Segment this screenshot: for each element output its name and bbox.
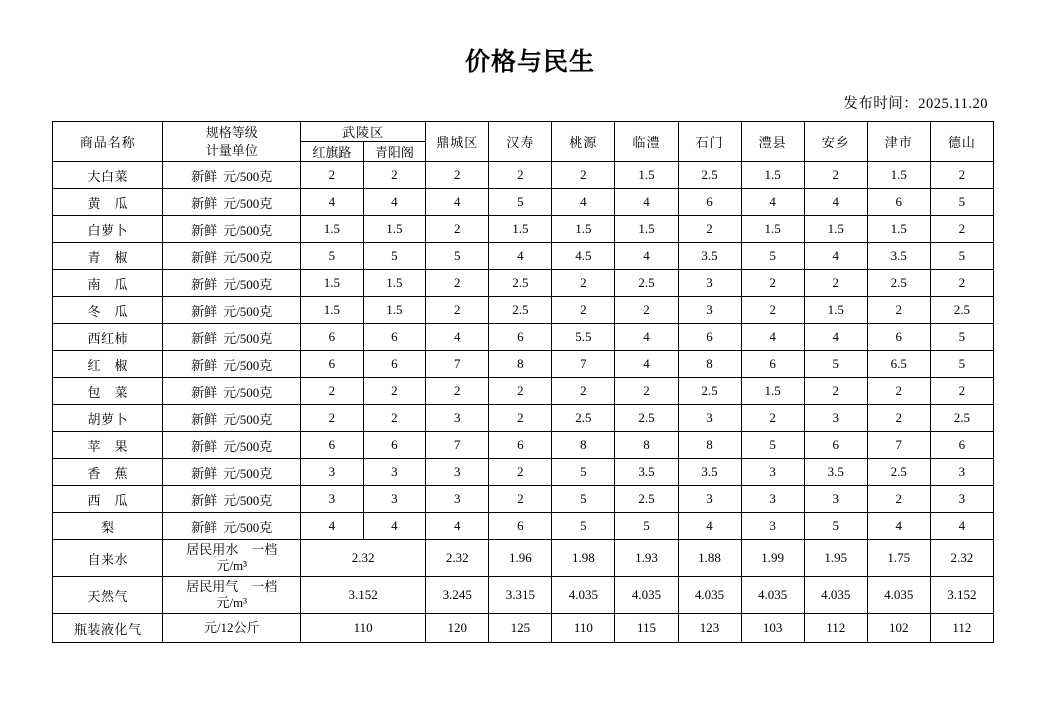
cell-price: 125 xyxy=(489,614,552,643)
cell-price: 3 xyxy=(804,486,867,513)
cell-price: 102 xyxy=(867,614,930,643)
cell-price: 2 xyxy=(426,297,489,324)
price-table-container xyxy=(0,121,1060,643)
cell-price: 6 xyxy=(301,351,364,378)
cell-price: 5 xyxy=(930,189,993,216)
cell-price: 4.035 xyxy=(867,577,930,614)
cell-price: 1.5 xyxy=(615,216,678,243)
table-row xyxy=(53,162,994,189)
cell-product-name: 红 椒 xyxy=(53,351,163,378)
cell-price: 3 xyxy=(741,513,804,540)
cell-spec-grade: 新鲜 xyxy=(191,438,218,454)
cell-price: 2.32 xyxy=(426,540,489,577)
cell-price: 2 xyxy=(426,216,489,243)
cell-price: 1.5 xyxy=(804,216,867,243)
cell-price: 6.5 xyxy=(867,351,930,378)
cell-price: 1.5 xyxy=(363,270,426,297)
cell-price: 2 xyxy=(301,405,364,432)
publish-time-value: 2025.11.20 xyxy=(918,96,988,112)
cell-spec-unit xyxy=(163,378,301,405)
cell-price: 3.5 xyxy=(678,243,741,270)
cell-price: 1.93 xyxy=(615,540,678,577)
cell-price: 1.5 xyxy=(301,216,364,243)
cell-price: 2 xyxy=(552,297,615,324)
cell-price: 4 xyxy=(930,513,993,540)
cell-price: 7 xyxy=(426,432,489,459)
cell-price: 1.98 xyxy=(552,540,615,577)
cell-price: 5 xyxy=(615,513,678,540)
cell-spec-unit xyxy=(163,189,301,216)
cell-price: 8 xyxy=(552,432,615,459)
cell-price: 2 xyxy=(426,378,489,405)
cell-price: 2 xyxy=(741,405,804,432)
table-row xyxy=(53,577,994,614)
cell-price: 1.75 xyxy=(867,540,930,577)
cell-price: 2.5 xyxy=(489,270,552,297)
cell-price: 3 xyxy=(301,459,364,486)
cell-product-name: 自来水 xyxy=(53,540,163,577)
cell-price: 6 xyxy=(301,432,364,459)
cell-price: 2 xyxy=(489,459,552,486)
cell-spec-line2: 元/m³ xyxy=(216,558,248,573)
cell-price: 5 xyxy=(363,243,426,270)
cell-price: 3 xyxy=(426,405,489,432)
cell-product-name: 白萝卜 xyxy=(53,216,163,243)
cell-price: 5 xyxy=(489,189,552,216)
cell-price: 5 xyxy=(552,486,615,513)
cell-price: 1.5 xyxy=(301,270,364,297)
cell-price: 5 xyxy=(552,513,615,540)
cell-product-name: 瓶装液化气 xyxy=(53,614,163,643)
cell-price: 6 xyxy=(804,432,867,459)
cell-spec-unit xyxy=(163,614,301,643)
cell-price: 103 xyxy=(741,614,804,643)
cell-price: 4 xyxy=(301,513,364,540)
cell-price: 4 xyxy=(363,513,426,540)
header-city-0: 鼎城区 xyxy=(426,122,489,162)
cell-spec-line1: 居民用水 一档 xyxy=(186,541,278,557)
cell-price: 2 xyxy=(867,405,930,432)
cell-price: 5 xyxy=(930,243,993,270)
cell-spec-grade: 新鲜 xyxy=(191,357,218,373)
cell-price: 5 xyxy=(930,324,993,351)
cell-price: 2 xyxy=(363,405,426,432)
header-city-1: 汉寿 xyxy=(489,122,552,162)
cell-price: 2 xyxy=(741,297,804,324)
table-row xyxy=(53,378,994,405)
cell-price: 8 xyxy=(678,432,741,459)
cell-price: 4.035 xyxy=(552,577,615,614)
header-wuling-sub-0: 红旗路 xyxy=(301,142,364,162)
cell-price: 3 xyxy=(363,486,426,513)
cell-price: 5 xyxy=(741,243,804,270)
cell-spec-measure: 元/500克 xyxy=(223,168,273,184)
cell-price: 2 xyxy=(426,162,489,189)
header-city-8: 德山 xyxy=(930,122,993,162)
cell-price: 2 xyxy=(930,162,993,189)
cell-product-name: 包 菜 xyxy=(53,378,163,405)
cell-spec-grade: 新鲜 xyxy=(191,330,218,346)
cell-price: 120 xyxy=(426,614,489,643)
cell-price: 7 xyxy=(552,351,615,378)
table-row xyxy=(53,351,994,378)
cell-price: 6 xyxy=(867,324,930,351)
cell-price: 2 xyxy=(867,378,930,405)
cell-product-name: 大白菜 xyxy=(53,162,163,189)
cell-price: 3 xyxy=(930,486,993,513)
cell-spec-measure: 元/500克 xyxy=(223,195,273,211)
cell-price: 4.035 xyxy=(615,577,678,614)
cell-price: 3 xyxy=(301,486,364,513)
cell-price: 1.5 xyxy=(363,297,426,324)
table-row xyxy=(53,189,994,216)
cell-price: 3.315 xyxy=(489,577,552,614)
cell-spec-grade: 新鲜 xyxy=(191,195,218,211)
cell-price: 7 xyxy=(426,351,489,378)
cell-price: 1.5 xyxy=(867,162,930,189)
cell-spec-unit xyxy=(163,540,301,577)
table-row xyxy=(53,459,994,486)
cell-price: 2.5 xyxy=(678,162,741,189)
cell-price: 1.95 xyxy=(804,540,867,577)
cell-spec-measure: 元/500克 xyxy=(223,303,273,319)
cell-price: 2 xyxy=(930,378,993,405)
price-table-body xyxy=(53,162,994,643)
cell-price: 8 xyxy=(489,351,552,378)
cell-product-name: 西 瓜 xyxy=(53,486,163,513)
page-title: 价格与民生 xyxy=(464,49,595,76)
cell-price: 5 xyxy=(804,351,867,378)
cell-spec-measure: 元/500克 xyxy=(223,465,273,481)
table-row xyxy=(53,486,994,513)
cell-price: 123 xyxy=(678,614,741,643)
cell-price: 4 xyxy=(552,189,615,216)
cell-product-name: 香 蕉 xyxy=(53,459,163,486)
cell-price: 1.5 xyxy=(489,216,552,243)
cell-price: 1.5 xyxy=(867,216,930,243)
cell-price: 6 xyxy=(489,324,552,351)
cell-price: 2 xyxy=(426,270,489,297)
cell-product-name: 胡萝卜 xyxy=(53,405,163,432)
cell-spec-unit xyxy=(163,486,301,513)
table-row xyxy=(53,216,994,243)
cell-spec-measure: 元/500克 xyxy=(223,222,273,238)
cell-price: 4 xyxy=(615,189,678,216)
cell-price: 1.5 xyxy=(741,378,804,405)
cell-price-wuling-merged: 3.152 xyxy=(301,577,426,614)
cell-spec-line1: 居民用气 一档 xyxy=(186,578,278,594)
cell-spec-unit xyxy=(163,216,301,243)
cell-price: 2.5 xyxy=(615,405,678,432)
cell-price: 2 xyxy=(489,378,552,405)
cell-price: 2.5 xyxy=(489,297,552,324)
cell-price: 5 xyxy=(804,513,867,540)
cell-price: 2.5 xyxy=(930,297,993,324)
cell-product-name: 黄 瓜 xyxy=(53,189,163,216)
cell-price: 3 xyxy=(678,270,741,297)
header-wuling-district: 武陵区 xyxy=(301,122,426,142)
table-row xyxy=(53,297,994,324)
cell-price: 4 xyxy=(426,189,489,216)
cell-price: 4 xyxy=(678,513,741,540)
cell-price: 4.035 xyxy=(804,577,867,614)
cell-price: 1.5 xyxy=(741,216,804,243)
cell-price: 3 xyxy=(678,297,741,324)
cell-spec-grade: 新鲜 xyxy=(191,222,218,238)
header-city-4: 石门 xyxy=(678,122,741,162)
cell-price: 2 xyxy=(489,486,552,513)
cell-spec-grade: 新鲜 xyxy=(191,519,218,535)
cell-product-name: 南 瓜 xyxy=(53,270,163,297)
cell-spec-unit xyxy=(163,577,301,614)
cell-spec-unit xyxy=(163,324,301,351)
table-row xyxy=(53,614,994,643)
cell-price: 2 xyxy=(552,162,615,189)
header-spec-line1: 规格等级 xyxy=(205,124,258,140)
cell-price: 3 xyxy=(678,405,741,432)
cell-price-wuling-merged: 2.32 xyxy=(301,540,426,577)
cell-price: 1.5 xyxy=(804,297,867,324)
cell-price: 5 xyxy=(741,432,804,459)
header-city-5: 澧县 xyxy=(741,122,804,162)
cell-price: 2.5 xyxy=(552,405,615,432)
cell-price: 2 xyxy=(615,297,678,324)
cell-price: 2 xyxy=(867,486,930,513)
cell-price: 4 xyxy=(301,189,364,216)
cell-price: 2 xyxy=(363,162,426,189)
cell-spec-grade: 新鲜 xyxy=(191,276,218,292)
cell-spec-measure: 元/500克 xyxy=(223,411,273,427)
cell-price: 2.5 xyxy=(615,270,678,297)
cell-price: 1.99 xyxy=(741,540,804,577)
cell-spec-unit xyxy=(163,270,301,297)
cell-spec-grade: 新鲜 xyxy=(191,465,218,481)
cell-spec-measure: 元/500克 xyxy=(223,249,273,265)
cell-price: 2 xyxy=(552,270,615,297)
cell-spec-grade: 新鲜 xyxy=(191,492,218,508)
cell-price: 1.5 xyxy=(741,162,804,189)
cell-spec-grade: 新鲜 xyxy=(191,168,218,184)
cell-spec-unit xyxy=(163,351,301,378)
cell-price: 4 xyxy=(363,189,426,216)
cell-price: 4 xyxy=(867,513,930,540)
cell-price: 4 xyxy=(804,243,867,270)
cell-price: 4.035 xyxy=(678,577,741,614)
cell-spec-grade: 新鲜 xyxy=(191,249,218,265)
cell-price: 3 xyxy=(930,459,993,486)
cell-price: 3.5 xyxy=(804,459,867,486)
cell-price: 3.5 xyxy=(867,243,930,270)
table-row xyxy=(53,243,994,270)
cell-price: 5 xyxy=(426,243,489,270)
cell-spec-unit xyxy=(163,432,301,459)
cell-price: 6 xyxy=(489,513,552,540)
cell-product-name: 苹 果 xyxy=(53,432,163,459)
cell-price: 1.5 xyxy=(615,162,678,189)
cell-price: 6 xyxy=(489,432,552,459)
cell-price: 1.88 xyxy=(678,540,741,577)
cell-price: 2 xyxy=(867,297,930,324)
table-row xyxy=(53,513,994,540)
cell-price: 6 xyxy=(930,432,993,459)
cell-price: 112 xyxy=(930,614,993,643)
cell-price: 3 xyxy=(741,459,804,486)
cell-price: 4 xyxy=(426,324,489,351)
cell-spec-measure: 元/500克 xyxy=(223,276,273,292)
cell-price: 2.5 xyxy=(930,405,993,432)
cell-spec-grade: 新鲜 xyxy=(191,384,218,400)
cell-price: 2 xyxy=(678,216,741,243)
cell-price: 6 xyxy=(363,324,426,351)
cell-spec-unit xyxy=(163,243,301,270)
cell-price: 4 xyxy=(804,324,867,351)
cell-price: 5.5 xyxy=(552,324,615,351)
cell-price: 3.5 xyxy=(615,459,678,486)
cell-spec-measure: 元/500克 xyxy=(223,438,273,454)
cell-price: 1.5 xyxy=(301,297,364,324)
table-row xyxy=(53,270,994,297)
cell-price: 3.152 xyxy=(930,577,993,614)
cell-spec-measure: 元/500克 xyxy=(223,384,273,400)
cell-price: 2 xyxy=(804,378,867,405)
cell-price: 7 xyxy=(867,432,930,459)
cell-product-name: 冬 瓜 xyxy=(53,297,163,324)
cell-price: 2 xyxy=(615,378,678,405)
header-city-2: 桃源 xyxy=(552,122,615,162)
cell-spec-unit xyxy=(163,513,301,540)
cell-price: 2 xyxy=(930,216,993,243)
table-row xyxy=(53,540,994,577)
cell-price: 2.5 xyxy=(867,459,930,486)
cell-spec-unit xyxy=(163,459,301,486)
cell-price: 112 xyxy=(804,614,867,643)
cell-price: 4 xyxy=(615,351,678,378)
cell-price: 4 xyxy=(615,324,678,351)
header-spec-line2: 计量单位 xyxy=(205,142,258,158)
cell-price: 3 xyxy=(426,459,489,486)
cell-product-name: 梨 xyxy=(53,513,163,540)
cell-price: 2 xyxy=(489,405,552,432)
cell-price: 4.035 xyxy=(741,577,804,614)
cell-price: 3 xyxy=(363,459,426,486)
price-table-head xyxy=(53,122,994,162)
cell-price: 3 xyxy=(678,486,741,513)
cell-price: 4 xyxy=(741,324,804,351)
cell-price: 2 xyxy=(363,378,426,405)
cell-price: 3.5 xyxy=(678,459,741,486)
cell-spec-unit xyxy=(163,405,301,432)
cell-price: 2.5 xyxy=(678,378,741,405)
cell-price: 2 xyxy=(930,270,993,297)
document-page xyxy=(0,42,1060,711)
cell-price: 2.5 xyxy=(867,270,930,297)
cell-product-name: 西红柿 xyxy=(53,324,163,351)
cell-price: 2.32 xyxy=(930,540,993,577)
cell-price: 4 xyxy=(489,243,552,270)
header-city-3: 临澧 xyxy=(615,122,678,162)
table-row xyxy=(53,432,994,459)
cell-price: 8 xyxy=(615,432,678,459)
cell-price: 8 xyxy=(678,351,741,378)
cell-price: 110 xyxy=(552,614,615,643)
cell-spec-grade: 新鲜 xyxy=(191,303,218,319)
cell-price-wuling-merged: 110 xyxy=(301,614,426,643)
cell-price: 3.245 xyxy=(426,577,489,614)
cell-price: 115 xyxy=(615,614,678,643)
cell-price: 5 xyxy=(301,243,364,270)
cell-price: 2.5 xyxy=(615,486,678,513)
cell-price: 2 xyxy=(489,162,552,189)
cell-price: 6 xyxy=(678,189,741,216)
header-spec-unit xyxy=(163,122,301,162)
cell-price: 2 xyxy=(301,378,364,405)
cell-price: 2 xyxy=(804,270,867,297)
cell-price: 6 xyxy=(363,351,426,378)
cell-spec-line1: 元/12公斤 xyxy=(203,619,260,635)
cell-spec-grade: 新鲜 xyxy=(191,411,218,427)
cell-spec-unit xyxy=(163,297,301,324)
header-wuling-sub-1: 青阳阁 xyxy=(363,142,426,162)
cell-price: 2 xyxy=(804,162,867,189)
cell-price: 2 xyxy=(552,378,615,405)
cell-spec-measure: 元/500克 xyxy=(223,492,273,508)
header-city-7: 津市 xyxy=(867,122,930,162)
cell-price: 6 xyxy=(678,324,741,351)
cell-spec-unit xyxy=(163,162,301,189)
cell-price: 1.5 xyxy=(552,216,615,243)
cell-price: 4 xyxy=(426,513,489,540)
header-row-1 xyxy=(53,122,994,142)
cell-product-name: 天然气 xyxy=(53,577,163,614)
cell-price: 2 xyxy=(741,270,804,297)
cell-price: 4 xyxy=(615,243,678,270)
publish-time xyxy=(0,92,1060,113)
cell-price: 6 xyxy=(741,351,804,378)
table-row xyxy=(53,324,994,351)
cell-price: 1.96 xyxy=(489,540,552,577)
cell-price: 4.5 xyxy=(552,243,615,270)
cell-price: 3 xyxy=(426,486,489,513)
cell-price: 2 xyxy=(301,162,364,189)
price-table xyxy=(52,121,994,643)
cell-price: 5 xyxy=(930,351,993,378)
cell-price: 1.5 xyxy=(363,216,426,243)
cell-spec-measure: 元/500克 xyxy=(223,330,273,346)
cell-price: 4 xyxy=(804,189,867,216)
publish-time-label: 发布时间： xyxy=(843,96,919,112)
cell-price: 6 xyxy=(867,189,930,216)
cell-price: 3 xyxy=(741,486,804,513)
cell-spec-line2: 元/m³ xyxy=(216,595,248,610)
cell-price: 5 xyxy=(552,459,615,486)
cell-price: 3 xyxy=(804,405,867,432)
cell-spec-measure: 元/500克 xyxy=(223,519,273,535)
table-row xyxy=(53,405,994,432)
cell-product-name: 青 椒 xyxy=(53,243,163,270)
cell-price: 4 xyxy=(741,189,804,216)
cell-price: 6 xyxy=(301,324,364,351)
header-city-6: 安乡 xyxy=(804,122,867,162)
cell-price: 6 xyxy=(363,432,426,459)
cell-spec-measure: 元/500克 xyxy=(223,357,273,373)
header-product-name: 商品名称 xyxy=(53,122,163,162)
